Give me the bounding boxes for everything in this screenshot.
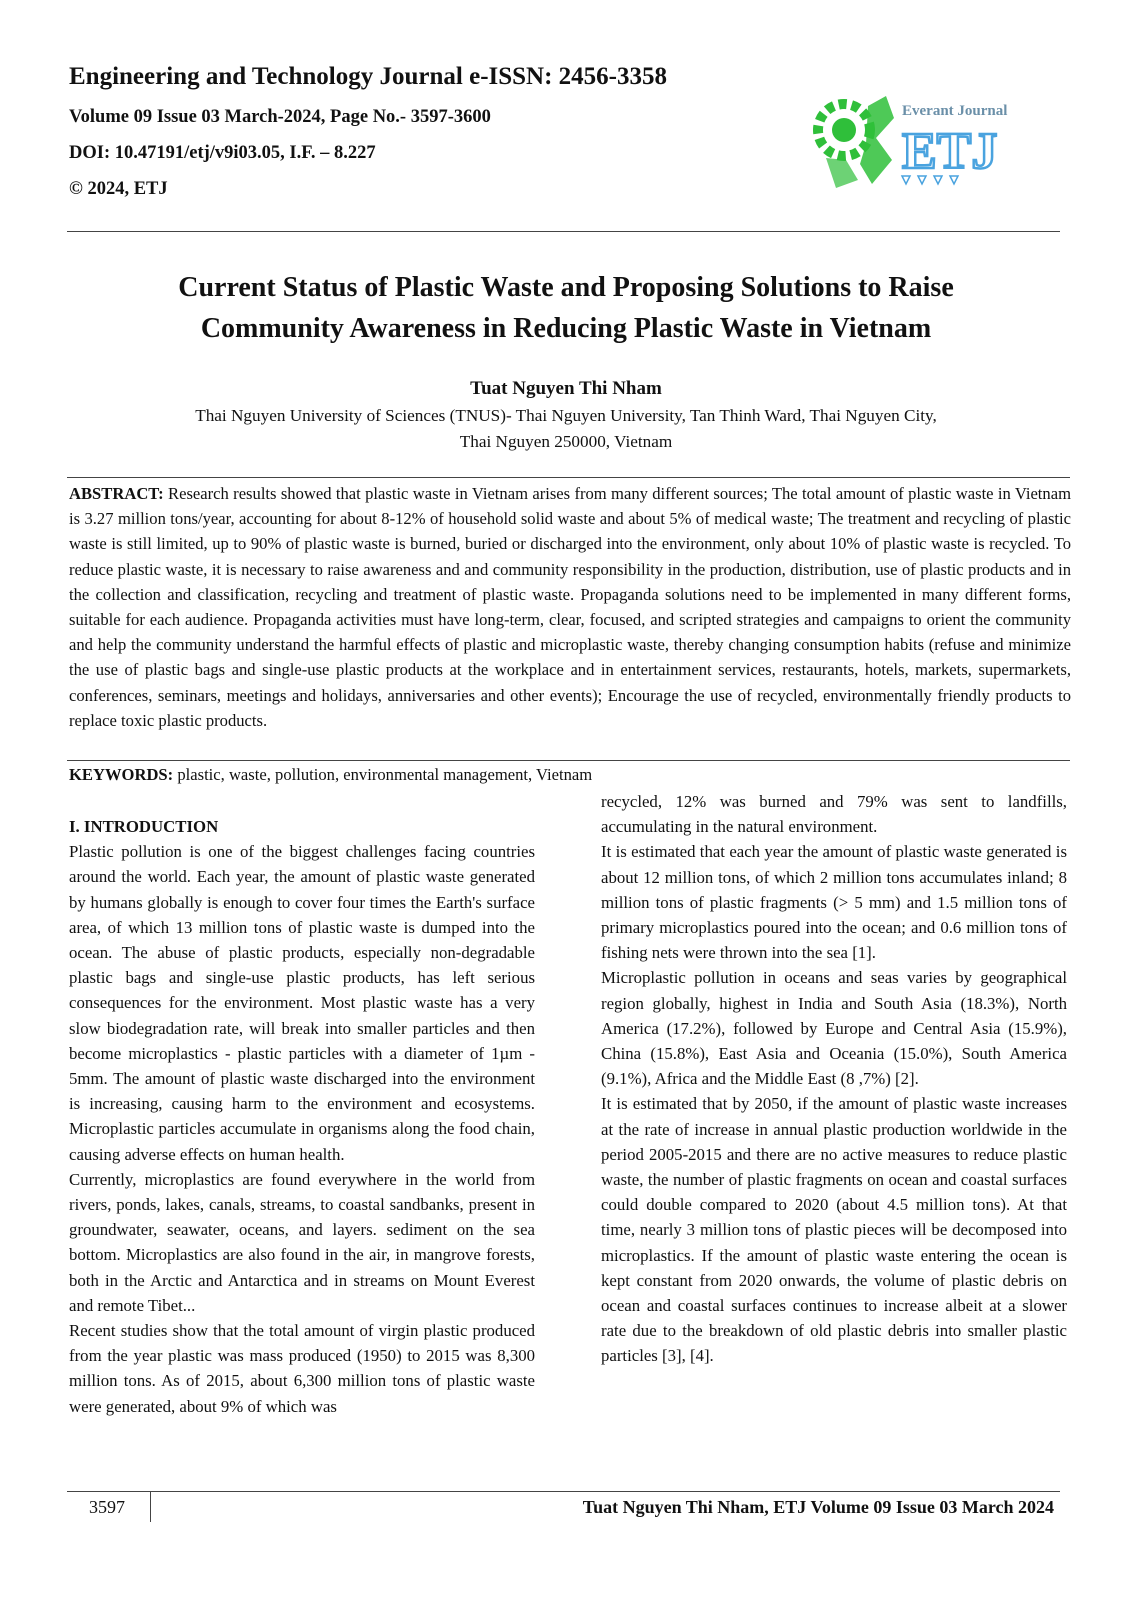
body-paragraph: It is estimated that each year the amount of plastic waste generated is about 12 million tons, of which 2 million tons accumulates inland; 8 million tons of plastic fragments (> 5 mm) and 1.5 million tons of primary microplastics poured into the ocean; and 0.6 million tons of fishing nets were thrown into the sea [1]. (601, 842, 1067, 963)
footer-divider (67, 1491, 1060, 1492)
section-heading: I. INTRODUCTION (69, 817, 219, 836)
affiliation-line-1: Thai Nguyen University of Sciences (TNUS)- Thai Nguyen University, Tan Thinh Ward, Thai Nguyen City, (195, 406, 937, 425)
page-number: 3597 (89, 1497, 125, 1517)
abstract-top-rule (67, 477, 1070, 478)
abstract (69, 481, 1071, 733)
author-affiliation (140, 403, 992, 455)
paper-title (66, 267, 1066, 349)
author-name: Tuat Nguyen Thi Nham (470, 378, 662, 399)
journal-title: Engineering and Technology Journal e-ISSN: 2456-3358 (69, 63, 668, 90)
copyright-line: © 2024, ETJ (69, 179, 168, 199)
gear-icon (818, 104, 870, 156)
header-divider (67, 231, 1060, 232)
paper-title-line-2: Community Awareness in Reducing Plastic Waste in Vietnam (200, 313, 932, 344)
journal-header (69, 62, 789, 214)
left-column (69, 814, 535, 1419)
volume-line: Volume 09 Issue 03 March-2024, Page No.- 3597-3600 (69, 107, 491, 127)
keywords-label: KEYWORDS: (69, 765, 174, 784)
abstract-label: ABSTRACT: (69, 484, 164, 503)
abstract-text: Research results showed that plastic waste in Vietnam arises from many different sources; The total amount of plastic waste in Vietnam is 3.27 million tons/year, accounting for about 8-12% of household solid waste and about 5% of medical waste; The treatment and recycling of plastic waste is still limited, up to 90% of plastic waste is burned, buried or discharged into the environment, only about 10% of plastic waste is recycled. To reduce plastic waste, it is necessary to raise awareness and and community responsibility in the production, distribution, use of plastic products and in the collection and classification, recycling and treatment of plastic waste. Propaganda solutions need to be implemented in many different forms, suitable for each audience. Propaganda activities must have long-term, clear, focused, and scripted strategies and campaigns to orient the community and help the community understand the harmful effects of plastic and microplastic waste, thereby changing consumption habits (refuse and minimize the use of plastic bags and single-use plastic products at the workplace and in entertainment services, restaurants, hotels, markets, supermarkets, conferences, seminars, meetings and holidays, anniversaries and other events); Encourage the use of recycled, environmentally friendly products to replace toxic plastic products. (69, 484, 1071, 730)
footer-citation: Tuat Nguyen Thi Nham, ETJ Volume 09 Issue 03 March 2024 (582, 1497, 1054, 1517)
logo-text-main: ETJ (902, 123, 998, 180)
abstract-bottom-rule (67, 760, 1070, 761)
body-paragraph: Recent studies show that the total amount of virgin plastic produced from the year plastic was mass produced (1950) to 2015 was 8,300 million tons. As of 2015, about 6,300 million tons of plastic waste were generated, about 9% of which was (69, 1321, 535, 1416)
etj-logo (806, 88, 1031, 200)
logo-text-top: Everant Journal (902, 103, 1008, 119)
doi-line: DOI: 10.47191/etj/v9i03.05, I.F. – 8.227 (69, 143, 376, 163)
right-column (601, 789, 1067, 1369)
footer-vertical-rule (150, 1492, 151, 1522)
affiliation-line-2: Thai Nguyen 250000, Vietnam (459, 432, 673, 451)
body-paragraph: recycled, 12% was burned and 79% was sent to landfills, accumulating in the natural environment. (601, 792, 1067, 837)
keywords-text: plastic, waste, pollution, environmental management, Vietnam (173, 765, 593, 784)
keywords (69, 762, 1069, 787)
body-paragraph: Plastic pollution is one of the biggest challenges facing countries around the world. Each year, the amount of plastic waste generated by humans globally is enough to cover four times the Earth's surface area, of which 13 million tons of plastic waste is dumped into the ocean. The abuse of plastic products, especially non-degradable plastic bags and single-use plastic products, has left serious consequences for the environment. Most plastic waste has a very slow biodegradation rate, will break into smaller particles and then become microplastics - plastic particles with a diameter of 1µm - 5mm. The amount of plastic waste discharged into the environment is increasing, causing harm to the environment and ecosystems. Microplastic particles accumulate in organisms along the food chain, causing adverse effects on human health. (69, 842, 535, 1164)
body-paragraph: Microplastic pollution in oceans and seas varies by geographical region globally, highest in India and South Asia (18.3%), North America (17.2%), followed by Europe and Central Asia (15.9%), China (15.8%), East Asia and Oceania (15.0%), South America (9.1%), Africa and the Middle East (8 ,7%) [2]. (601, 968, 1067, 1089)
body-paragraph: Currently, microplastics are found everywhere in the world from rivers, ponds, lakes, canals, streams, to coastal sandbanks, present in groundwater, seawater, oceans, and layers. sediment on the sea bottom. Microplastics are also found in the air, in mangrove forests, both in the Arctic and Antarctica and in streams on Mount Everest and remote Tibet... (69, 1169, 535, 1315)
body-paragraph: It is estimated that by 2050, if the amount of plastic waste increases at the rate of increase in annual plastic production worldwide in the period 2005-2015 and there are no active measures to reduce plastic waste, the number of plastic fragments on ocean and coastal surfaces could double compared to 2020 (about 4.5 million tons). At that time, nearly 3 million tons of plastic pieces will be decomposed into microplastics. If the amount of plastic waste entering the ocean is kept constant from 2020 onwards, the volume of plastic debris on ocean and coastal surfaces continues to increase albeit at a slower rate due to the breakdown of old plastic debris into smaller plastic particles [3], [4]. (601, 1094, 1067, 1366)
paper-title-line-1: Current Status of Plastic Waste and Proposing Solutions to Raise (178, 272, 954, 303)
